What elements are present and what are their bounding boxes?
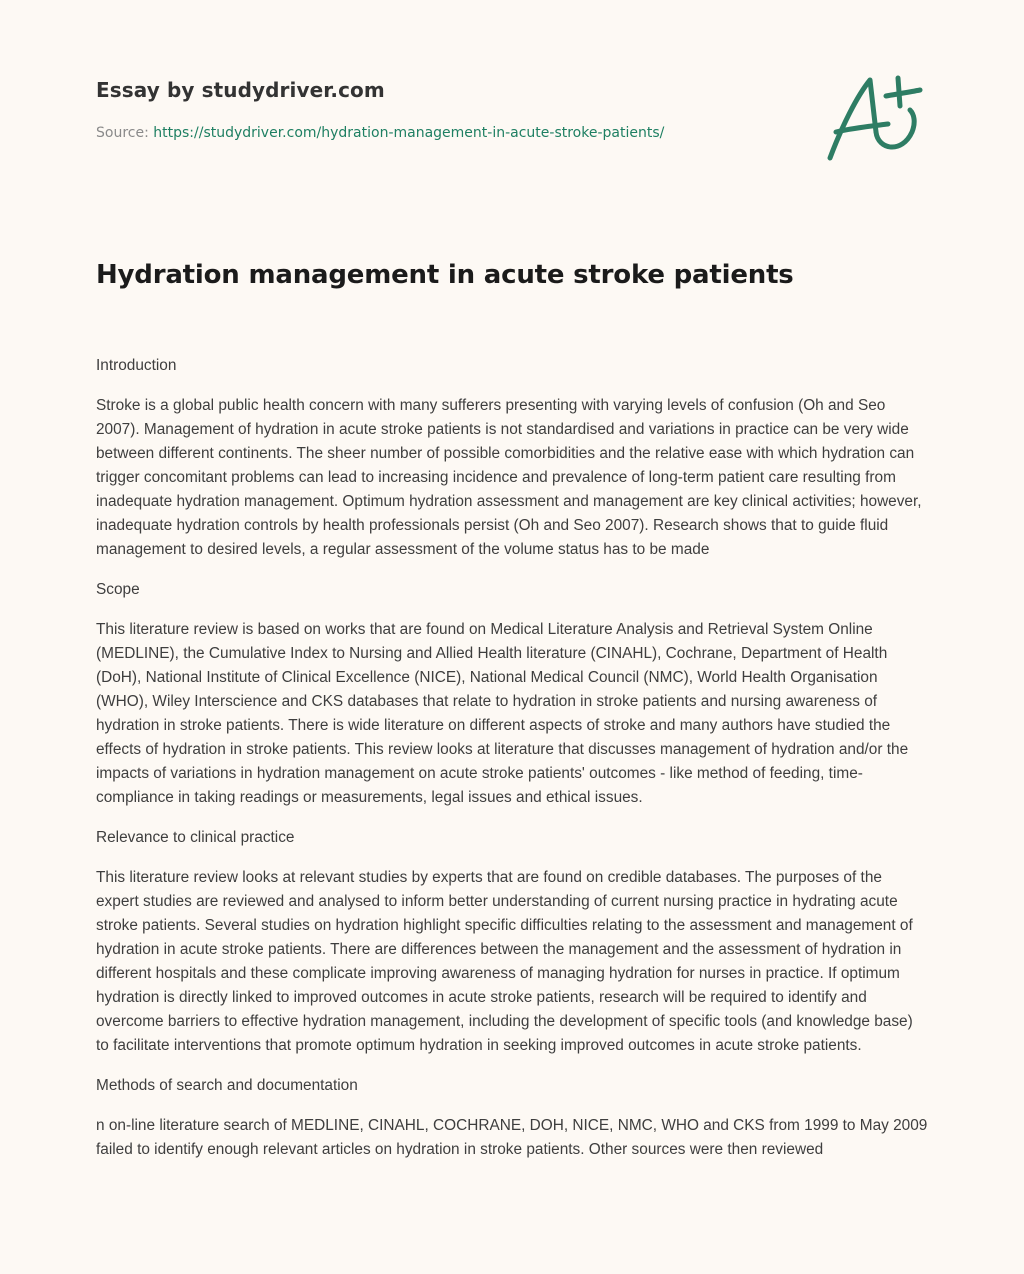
section-paragraph: n on-line literature search of MEDLINE, CINAHL, COCHRANE, DOH, NICE, NMC, WHO and CKS from 1999 to May 2009 failed to identify enough relevant articles on hydration in stroke patients. Other sources were then reviewed	[96, 1117, 928, 1158]
source-label: Source:	[96, 125, 149, 141]
site-title: Essay by studydriver.com	[96, 78, 385, 102]
section-relevance	[96, 826, 928, 1058]
essay-title: Hydration management in acute stroke patients	[96, 260, 794, 290]
section-heading: Introduction	[96, 357, 177, 374]
section-paragraph: Stroke is a global public health concern with many sufferers presenting with varying levels of confusion (Oh and Seo 2007). Management of hydration in acute stroke patients is not standardised and variations in practice can be very wide between different continents. The sheer number of possible comorbidities and the relative ease with which hydration can trigger concomitant problems can lead to increasing incidence and prevalence of long-term patient care resulting from inadequate hydration management. Optimum hydration assessment and management are key clinical activities; however, inadequate hydration controls by health professionals persist (Oh and Seo 2007). Research shows that to guide fluid management to desired levels, a regular assessment of the volume status has to be made	[96, 397, 922, 558]
section-paragraph: This literature review is based on works that are found on Medical Literature Analysis and Retrieval System Online (MEDLINE), the Cumulative Index to Nursing and Allied Health literature (CINAHL), Cochrane, Department of Health (DoH), National Institute of Clinical Excellence (NICE), National Medical Council (NMC), World Health Organisation (WHO), Wiley Interscience and CKS databases that relate to hydration in stroke patients and nursing awareness of hydration in stroke patients. There is wide literature on different aspects of stroke and many authors have studied the effects of hydration in stroke patients. This review looks at literature that discusses management of hydration and/or the impacts of variations in hydration management on acute stroke patients' outcomes - like method of feeding, time- compliance in taking readings or measurements, legal issues and ethical issues.	[96, 621, 909, 806]
section-methods	[96, 1074, 928, 1162]
section-heading: Methods of search and documentation	[96, 1077, 358, 1094]
a-plus-grade-icon	[822, 66, 932, 166]
source-link[interactable]: https://studydriver.com/hydration-management-in-acute-stroke-patients/	[153, 125, 665, 141]
section-heading: Scope	[96, 581, 140, 598]
section-paragraph: This literature review looks at relevant studies by experts that are found on credible databases. The purposes of the expert studies are reviewed and analysed to inform better understanding of current nursing practice in hydrating acute stroke patients. Several studies on hydration highlight specific difficulties relating to the assessment and management of hydration in acute stroke patients. There are differences between the management and the assessment of hydration in different hospitals and these complicate improving awareness of managing hydration for nurses in practice. If optimum hydration is directly linked to improved outcomes in acute stroke patients, research will be required to identify and overcome barriers to effective hydration management, including the development of specific tools (and knowledge base) to facilitate interventions that promote optimum hydration in seeking improved outcomes in acute stroke patients.	[96, 869, 913, 1054]
section-introduction	[96, 354, 928, 562]
section-scope	[96, 578, 928, 810]
section-heading: Relevance to clinical practice	[96, 829, 295, 846]
source-line	[96, 123, 664, 143]
essay-body	[96, 354, 928, 1178]
